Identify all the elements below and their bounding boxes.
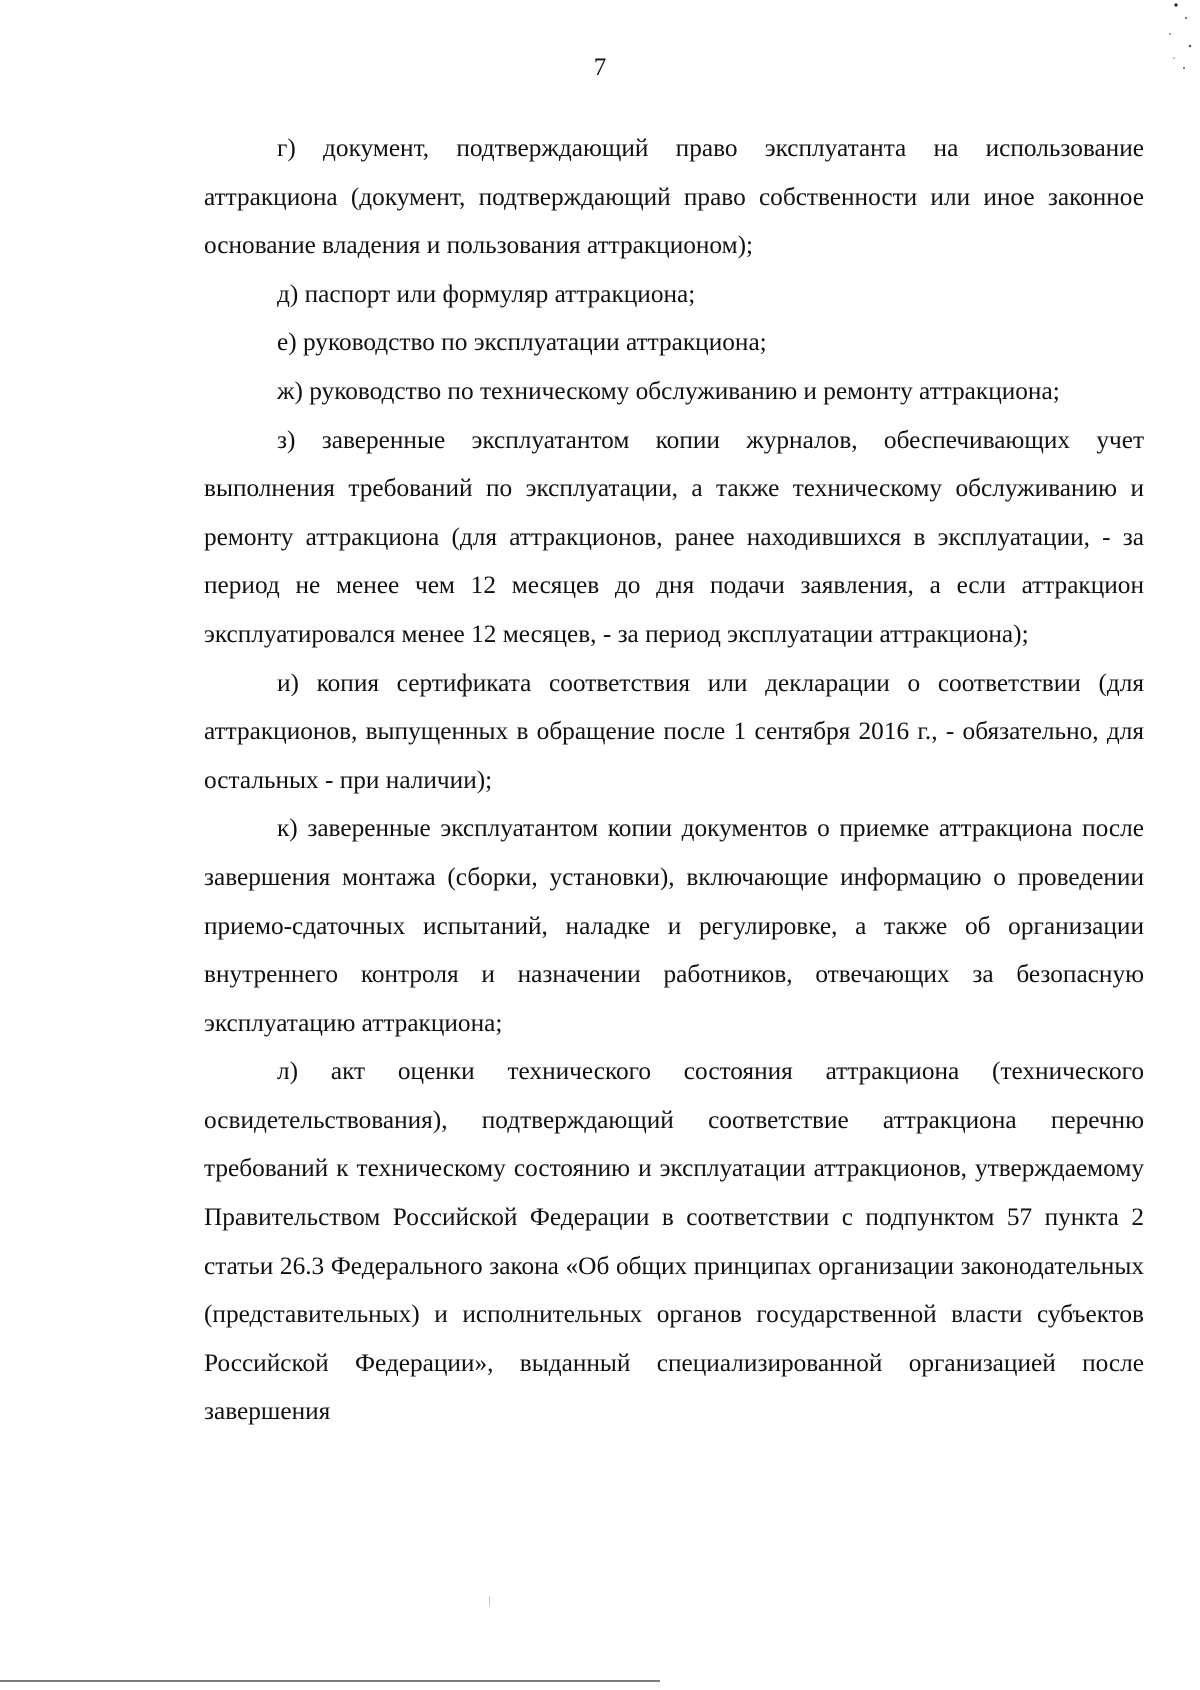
list-item-k: к) заверенные эксплуатантом копии документов о приемке аттракциона после завершения монтажа (сборки, установки), включающие информацию о проведении приемо-сдаточных испытаний, наладке и регулировке, а также об организации внутреннего контроля и назначении работников, отвечающих за безопасную эксплуатацию аттракциона; <box>204 814 1144 1037</box>
list-item-zh: ж) руководство по техническому обслуживанию и ремонту аттракциона; <box>277 376 1060 405</box>
footer-rule <box>0 1680 660 1682</box>
document-body <box>204 124 1144 1436</box>
list-item-i: и) копия сертификата соответствия или декларации о соответствии (для аттракционов, выпущенных в обращение после 1 сентября 2016 г., - обязательно, для остальных - при наличии); <box>204 668 1144 794</box>
list-item-z: з) заверенные эксплуатантом копии журналов, обеспечивающих учет выполнения требований по эксплуатации, а также техническому обслуживанию и ремонту аттракциона (для аттракционов, ранее находившихся в эксплуатации, - за период не менее чем 12 месяцев до дня подачи заявления, а если аттракцион эксплуатировался менее 12 месяцев, - за период эксплуатации аттракциона); <box>204 425 1144 648</box>
list-item-d: д) паспорт или формуляр аттракциона; <box>277 279 696 308</box>
page-number: 7 <box>593 54 607 81</box>
list-item-g: г) документ, подтверждающий право эксплуатанта на использование аттракциона (документ, подтверждающий право собственности или иное законное основание владения и пользования аттракционом); <box>204 134 1144 260</box>
scan-mark <box>489 1596 490 1606</box>
list-item-e: е) руководство по эксплуатации аттракциона; <box>277 328 767 357</box>
list-item-l: л) акт оценки технического состояния аттракциона (технического освидетельствования), подтверждающий соответствие аттракциона перечню требований к техническому состоянию и эксплуатации аттракционов, утверждаемому Правительством Российской Федерации в соответствии с подпунктом 57 пункта 2 статьи 26.3 Федерального закона «Об общих принципах организации законодательных (представительных) и исполнительных органов государственной власти субъектов Российской Федерации», выданный специализированной организацией после завершения <box>204 1057 1144 1426</box>
